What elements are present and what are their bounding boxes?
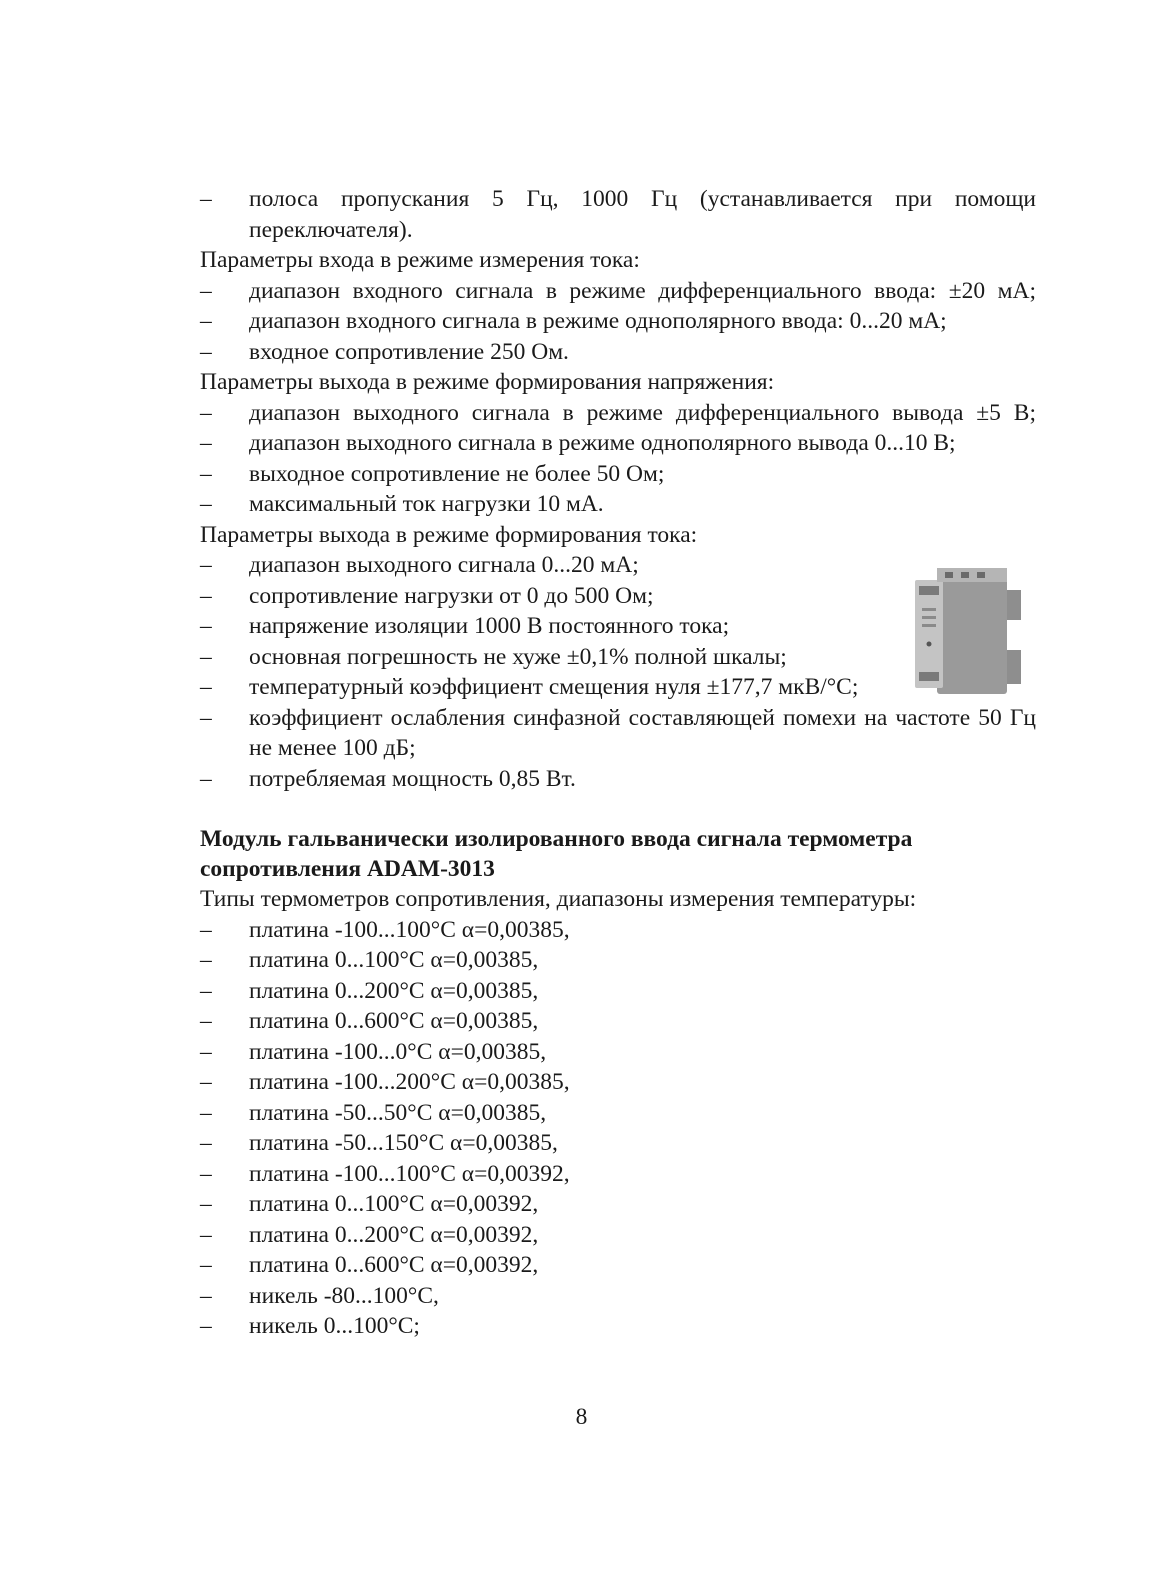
list-item: – выходное сопротивление не более 50 Ом; (200, 460, 665, 487)
list-dash: – (200, 1191, 212, 1217)
list-item: – максимальный ток нагрузки 10 мА. (200, 491, 604, 517)
list-item: – основная погрешность не хуже ±0,1% полной шкалы; (200, 643, 787, 670)
list-item: – диапазон входного сигнала в режиме однополярного ввода: 0...20 мА; (200, 308, 947, 334)
voltage-output-heading: Параметры выхода в режиме формирования напряжения: (200, 369, 775, 395)
current-output-heading: Параметры выхода в режиме формирования тока: (200, 521, 698, 548)
top-screw (945, 572, 953, 578)
thermometer-types-list (200, 915, 1036, 1342)
top-screw (961, 572, 969, 578)
list-dash: – (200, 1221, 212, 1248)
list-item-text: никель 0...100°С; (249, 1313, 420, 1339)
list-dash: – (200, 1313, 212, 1339)
list-item-text: платина 0...200°С α=0,00385, (249, 977, 539, 1004)
list-item (200, 1311, 1036, 1342)
list-item: – коэффициент ослабления синфазной составляющей помехи на частоте 50 Гц не менее 100 дБ; (200, 704, 1036, 761)
list-item (200, 1250, 1036, 1281)
list-item (200, 1189, 1036, 1220)
list-item (200, 1067, 1036, 1098)
list-item: – температурный коэффициент смещения нуля ±177,7 мкВ/°С; (200, 674, 859, 700)
front-label-line (922, 616, 936, 619)
document-body (200, 184, 1036, 1342)
list-item (200, 1281, 1036, 1312)
page-number: 8 (575, 1404, 588, 1430)
list-item-text: платина -100...100°С α=0,00385, (249, 916, 570, 943)
list-item-text: платина 0...600°С α=0,00385, (249, 1008, 539, 1034)
list-item (200, 1006, 1036, 1037)
list-item (200, 1037, 1036, 1068)
list-item: – напряжение изоляции 1000 В постоянного тока; (200, 613, 730, 639)
list-item-text: платина -50...150°С α=0,00385, (249, 1130, 558, 1156)
list-item (200, 976, 1036, 1007)
list-item-text: платина -100...200°С α=0,00385, (249, 1069, 570, 1095)
list-item: – потребляемая мощность 0,85 Вт. (200, 765, 576, 792)
module-body (937, 568, 1007, 694)
list-item: – полоса пропускания 5 Гц, 1000 Гц (устанавливается при помощи переключателя). (200, 186, 1036, 243)
din-rail-clip (1007, 590, 1021, 620)
list-item-text: платина -100...0°С α=0,00385, (249, 1038, 547, 1065)
list-item-text: никель -80...100°С, (249, 1282, 439, 1309)
list-item (200, 915, 1036, 946)
list-dash: – (200, 916, 212, 943)
list-item-text: платина 0...100°С α=0,00392, (249, 1191, 539, 1217)
list-item (200, 945, 1036, 976)
bottom-terminal-block (919, 672, 939, 681)
list-item (200, 1220, 1036, 1251)
top-screw (977, 572, 985, 578)
top-terminal-block (919, 586, 939, 595)
status-led (927, 642, 932, 647)
list-item-text: платина -100...100°С α=0,00392, (249, 1160, 570, 1187)
list-item: – диапазон выходного сигнала 0...20 мА; (200, 552, 639, 578)
list-item-text: платина 0...200°С α=0,00392, (249, 1221, 539, 1248)
list-dash: – (200, 1160, 212, 1187)
list-dash: – (200, 186, 212, 212)
list-item: – диапазон выходного сигнала в режиме однополярного вывода 0...10 В; (200, 430, 956, 456)
list-item-text: платина 0...100°С α=0,00385, (249, 947, 539, 973)
din-rail-clip (1007, 650, 1021, 684)
module-front-panel (915, 580, 943, 688)
current-input-heading: Параметры входа в режиме измерения тока: (200, 247, 640, 273)
list-dash: – (200, 1008, 212, 1034)
front-label-line (922, 624, 936, 627)
list-item-text: платина 0...600°С α=0,00392, (249, 1252, 539, 1278)
list-item: – входное сопротивление 250 Ом. (200, 338, 569, 365)
list-item-text: платина -50...50°С α=0,00385, (249, 1099, 547, 1126)
list-dash: – (200, 1099, 212, 1126)
list-item: – диапазон выходного сигнала в режиме дифференциального вывода ±5 В; (200, 399, 1036, 426)
list-item (200, 1159, 1036, 1190)
list-dash: – (200, 1069, 212, 1095)
front-label-line (922, 608, 936, 611)
list-item (200, 1098, 1036, 1129)
thermometer-types-intro: Типы термометров сопротивления, диапазоны измерения температуры: (200, 886, 917, 912)
section-heading-adam-3013: Модуль гальванически изолированного ввода сигнала термометра сопротивления ADAM-3013 (200, 826, 913, 882)
list-dash: – (200, 1130, 212, 1156)
list-dash: – (200, 1282, 212, 1309)
list-dash: – (200, 977, 212, 1004)
adam-module-image (915, 560, 1035, 700)
list-dash: – (200, 1252, 212, 1278)
list-dash: – (200, 1038, 212, 1065)
list-item (200, 1128, 1036, 1159)
list-dash: – (200, 947, 212, 973)
list-item: – сопротивление нагрузки от 0 до 500 Ом; (200, 582, 654, 609)
list-item: – диапазон входного сигнала в режиме дифференциального ввода: ±20 мА; (200, 277, 1036, 304)
